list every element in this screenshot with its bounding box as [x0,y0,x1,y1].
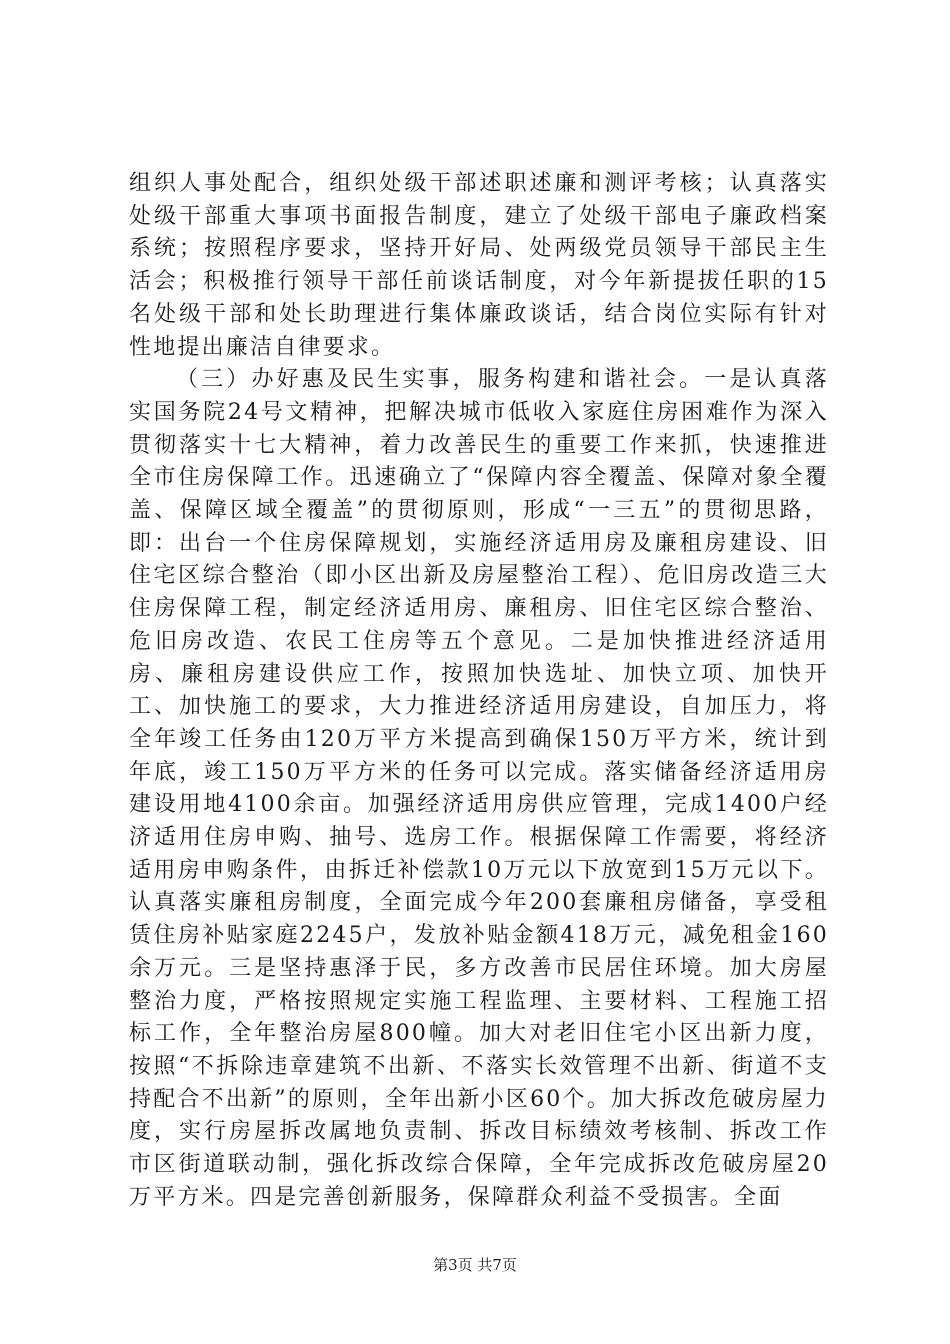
paragraph-2: （三）办好惠及民生实事，服务构建和谐社会。一是认真落实国务院24号文精神，把解决城市低收入家庭住房困难作为深入贯彻落实十七大精神，着力改善民生的重要工作来抓，快速推进全市住房保障工作。迅速确立了“保障内容全覆盖、保障对象全覆盖、保障区域全覆盖”的贯彻原则，形成“一三五”的贯彻思路，即：出台一个住房保障规划，实施经济适用房及廉租房建设、旧住宅区综合整治（即小区出新及房屋整治工程）、危旧房改造三大住房保障工程，制定经济适用房、廉租房、旧住宅区综合整治、危旧房改造、农民工住房等五个意见。二是加快推进经济适用房、廉租房建设供应工作，按照加快选址、加快立项、加快开工、加快施工的要求，大力推进经济适用房建设，自加压力，将全年竣工任务由120万平方米提高到确保150万平方米，统计到年底，竣工150万平方米的任务可以完成。落实储备经济适用房建设用地4100余亩。加强经济适用房供应管理，完成1400户经济适用住房申购、抽号、选房工作。根据保障工作需要，将经济适用房申购条件，由拆迁补偿款10万元以下放宽到15万元以下。认真落实廉租房制度，全面完成今年200套廉租房储备，享受租赁住房补贴家庭2245户，发放补贴金额418万元，减免租金160余万元。三是坚持惠泽于民，多方改善市民居住环境。加大房屋整治力度，严格按照规定实施工程监理、主要材料、工程施工招标工作，全年整治房屋800幢。加大对老旧住宅小区出新力度，按照“不拆除违章建筑不出新、不落实长效管理不出新、街道不支持配合不出新”的原则，全年出新小区60个。加大拆改危破房屋力度，实行房屋拆改属地负责制、拆改目标绩效考核制、拆改工作市区街道联动制，强化拆改综合保障，全年完成拆改危破房屋20万平方米。四是完善创新服务，保障群众利益不受损害。全面 [129,367,829,1210]
paragraph-1: 组织人事处配合，组织处级干部述职述廉和测评考核；认真落实处级干部重大事项书面报告制度，建立了处级干部电子廉政档案系统；按照程序要求，坚持开好局、处两级党员领导干部民主生活会；积极推行领导干部任前谈话制度，对今年新提拔任职的15名处级干部和处长助理进行集体廉政谈话，结合岗位实际有针对性地提出廉洁自律要求。 [129,171,829,360]
document-body [129,168,829,1215]
page-number-footer: 第3页 共7页 [433,1256,517,1274]
